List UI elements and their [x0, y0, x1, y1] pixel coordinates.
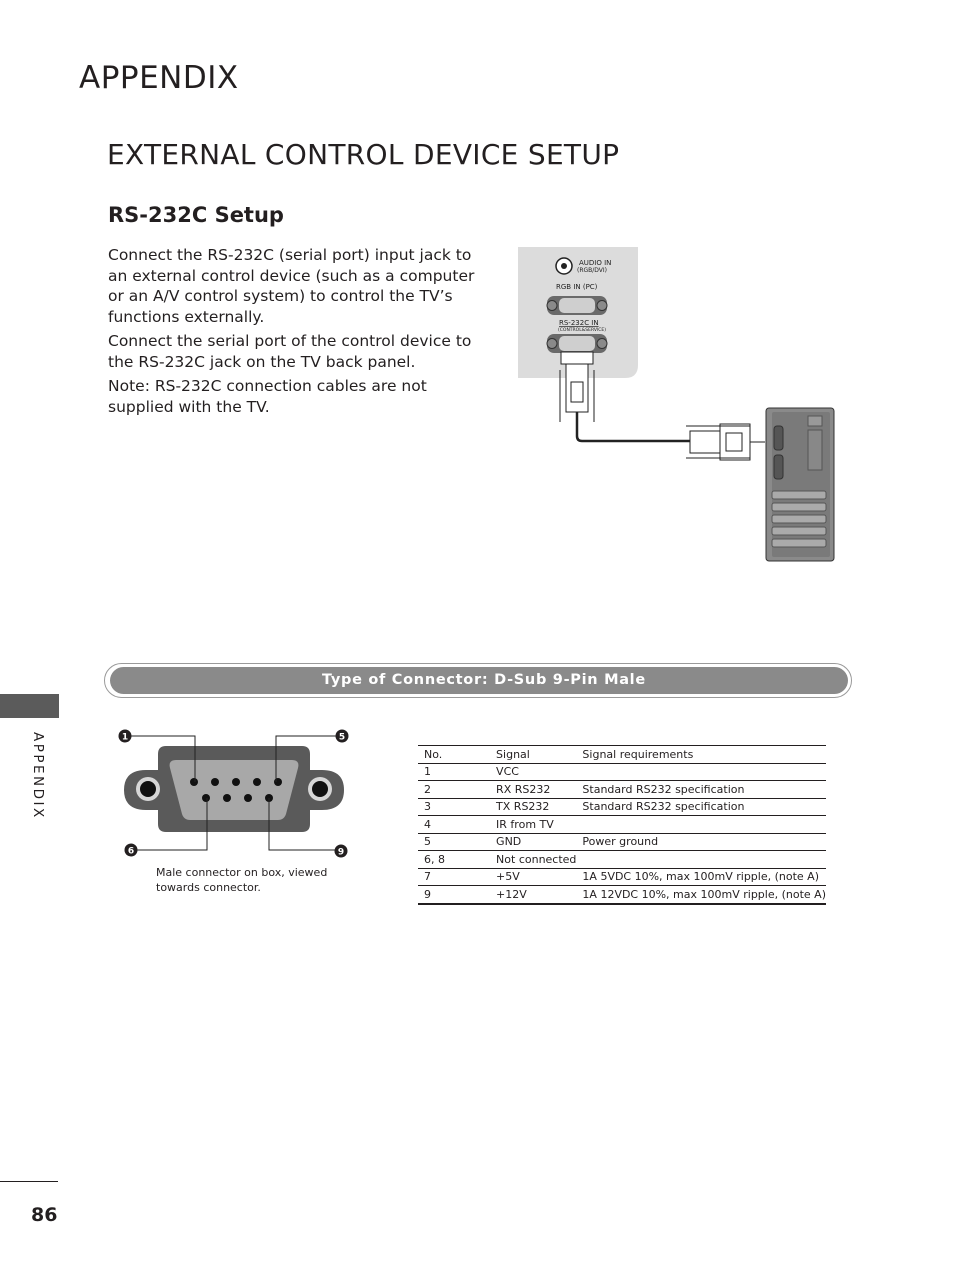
table-cell-signal: +5V [490, 868, 576, 886]
table-row [418, 886, 826, 904]
pin-5-label: 5 [338, 732, 346, 743]
table-header-requirements: Signal requirements [576, 746, 826, 764]
side-section-label: APPENDIX [30, 732, 46, 820]
table-cell-no: 6, 8 [418, 851, 490, 869]
connector-caption: Male connector on box, viewed towards connector. [156, 866, 328, 894]
table-cell-no: 9 [418, 886, 490, 904]
subsection-title: RS-232C Setup [108, 203, 284, 227]
rgb-in-label: RGB IN (PC) [556, 283, 598, 291]
footer-rule [0, 1181, 58, 1182]
table-row [418, 781, 826, 799]
table-cell-requirements [576, 763, 826, 781]
pin-1-label: 1 [121, 732, 129, 743]
table-cell-signal: Not connected [490, 851, 576, 869]
pin-signal-table [418, 745, 826, 905]
side-tab-marker [0, 694, 59, 718]
connector-face [170, 760, 299, 820]
rs232c-sub-label: (CONTROL&SERVICE) [558, 328, 606, 333]
table-cell-signal: IR from TV [490, 816, 576, 834]
table-row [418, 798, 826, 816]
page-number: 86 [31, 1204, 58, 1226]
table-cell-requirements: 1A 12VDC 10%, max 100mV ripple, (note A) [576, 886, 826, 904]
instructions-text [108, 245, 478, 421]
table-header-signal: Signal [490, 746, 576, 764]
table-cell-requirements: Standard RS232 specification [576, 798, 826, 816]
section-title: EXTERNAL CONTROL DEVICE SETUP [107, 138, 620, 171]
pin-6-label: 6 [127, 846, 135, 857]
paragraph-connect-serial: Connect the serial port of the control device to the RS-232C jack on the TV back panel. [108, 332, 472, 371]
paragraph-connect-jack: Connect the RS-232C (serial port) input jack to an external control device (such as a computer or an A/V control system) to control the TV’s functions externally. [108, 246, 475, 326]
audio-in-sub-label: (RGB/DVI) [577, 267, 608, 274]
page-header-title: APPENDIX [79, 60, 239, 96]
cable-plug-pc-icon [690, 431, 720, 453]
table-cell-no: 4 [418, 816, 490, 834]
paragraph-note: Note: RS-232C connection cables are not supplied with the TV. [108, 377, 427, 416]
table-cell-no: 7 [418, 868, 490, 886]
table-cell-signal: GND [490, 833, 576, 851]
pin-9-label: 9 [337, 847, 345, 858]
table-cell-requirements: Standard RS232 specification [576, 781, 826, 799]
table-cell-signal: VCC [490, 763, 576, 781]
table-cell-no: 2 [418, 781, 490, 799]
table-cell-no: 5 [418, 833, 490, 851]
connection-diagram [510, 240, 850, 570]
audio-in-label: AUDIO IN [579, 259, 612, 267]
table-cell-requirements: 1A 5VDC 10%, max 100mV ripple, (note A) [576, 868, 826, 886]
table-header-no: No. [418, 746, 490, 764]
table-row [418, 868, 826, 886]
cable-plug-tv-icon [561, 352, 593, 364]
connector-type-banner: Type of Connector: D-Sub 9-Pin Male [110, 667, 848, 694]
table-cell-signal: TX RS232 [490, 798, 576, 816]
table-cell-signal: +12V [490, 886, 576, 904]
table-cell-signal: RX RS232 [490, 781, 576, 799]
table-cell-requirements [576, 851, 826, 869]
table-row [418, 851, 826, 869]
dsub-connector-diagram [118, 726, 350, 862]
table-row [418, 816, 826, 834]
table-cell-no: 1 [418, 763, 490, 781]
rs232c-in-label: RS-232C IN [559, 319, 599, 327]
table-header-row [418, 746, 826, 764]
table-row [418, 833, 826, 851]
table-cell-no: 3 [418, 798, 490, 816]
table-cell-requirements: Power ground [576, 833, 826, 851]
table-row [418, 763, 826, 781]
table-cell-requirements [576, 816, 826, 834]
